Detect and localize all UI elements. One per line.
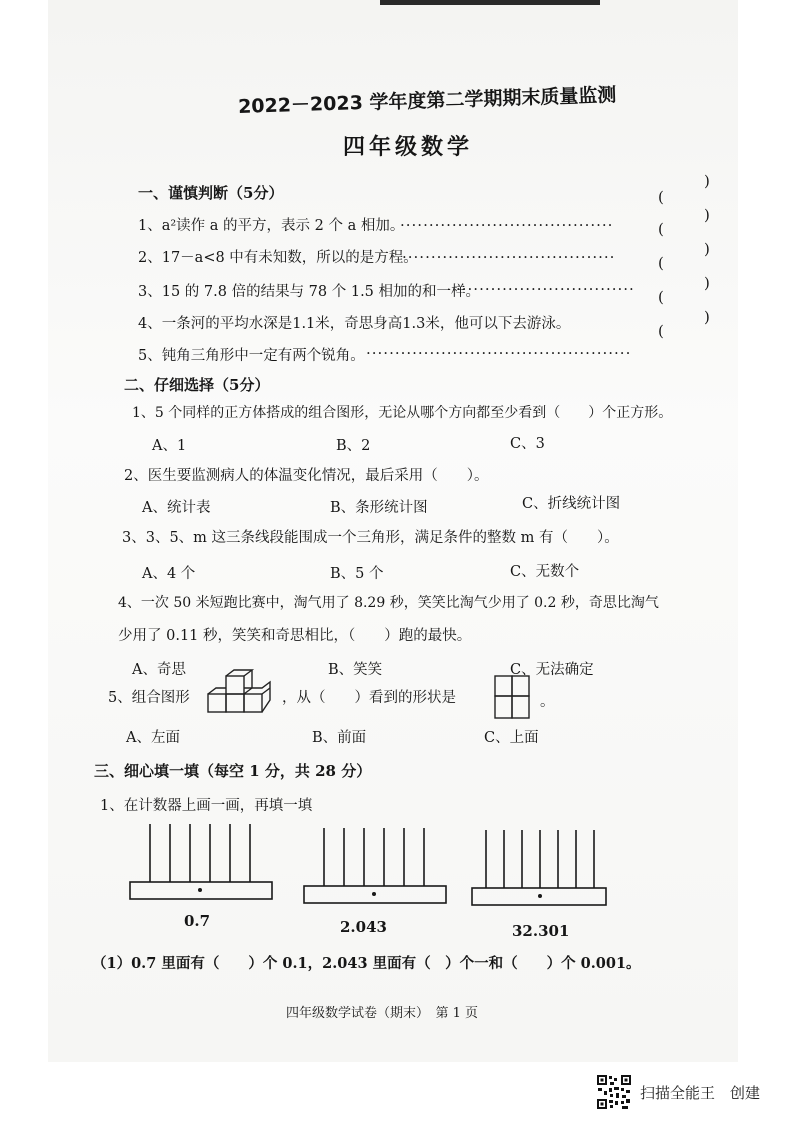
answer-paren-open-1: ( [658,188,664,206]
s2-q3-opt-a: A、4 个 [142,566,196,582]
s2-q3: 3、3、5、m 这三条线段能围成一个三角形，满足条件的整数 m 有（ ）。 [122,530,619,546]
exam-title: 2022－2023 学年度第二学期期末质量监测 [237,84,617,118]
s2-q5-opt-b: B、前面 [312,730,367,746]
dot-leader: ............................... [456,276,635,294]
s1-item-5: 5、钝角三角形中一定有两个锐角。 [138,348,365,364]
answer-paren-close-2: ) [704,206,710,224]
s2-q5-prefix: 5、组合图形 [108,690,190,706]
scanner-watermark-label: 扫描全能王 创建 [640,1084,761,1102]
s2-q2-opt-a: A、统计表 [142,500,211,516]
scan-edge-bar [380,0,600,5]
dot-leader: ..................................... [402,244,616,262]
s1-item-4: 4、一条河的平均水深是1.1米，奇思身高1.3米，他可以下去游泳。 [138,316,571,332]
answer-paren-open-5: ( [658,322,664,340]
s2-q1: 1、5 个同样的正方体搭成的组合图形，无论从哪个方向都至少看到（ ）个正方形。 [132,405,673,421]
s2-q5-opt-c: C、上面 [484,730,539,746]
view-shape-figure [494,674,530,720]
exam-subject: 四年级数学 [343,135,474,160]
s2-q5-mid: ，从（ ）看到的形状是 [282,690,456,706]
abacus-3-label: 32.301 [512,922,570,940]
dot-leader: ..................................... [400,212,614,230]
s2-q4-line2: 少用了 0.11 秒，笑笑和奇思相比，（ ）跑的最快。 [118,628,472,644]
s2-q1-opt-a: A、1 [152,438,187,454]
s2-q4-opt-a: A、奇思 [132,662,186,678]
s2-q2-opt-b: B、条形统计图 [330,500,428,516]
s2-q4-opt-b: B、笑笑 [328,662,383,678]
answer-paren-close-4: ) [704,274,710,292]
s2-q3-opt-c: C、无数个 [510,564,580,580]
s1-item-2: 2、17－a<8 中有未知数，所以的是方程。 [138,250,418,266]
s1-item-1: 1、a²读作 a 的平方，表示 2 个 a 相加。 [138,218,405,234]
section1-heading: 一、谨慎判断（5分） [138,184,284,202]
abacus-1 [128,820,278,902]
abacus-2 [302,824,452,906]
answer-paren-close-5: ) [704,308,710,326]
abacus-1-label: 0.7 [184,912,211,930]
abacus-2-label: 2.043 [340,918,387,936]
answer-paren-close-1: ) [704,172,710,190]
s2-q4-line1: 4、一次 50 米短跑比赛中，淘气用了 8.29 秒，笑笑比淘气少用了 0.2 秒，奇思比淘气 [118,595,659,611]
answer-paren-close-3: ) [704,240,710,258]
s2-q4-opt-c: C、无法确定 [510,662,594,678]
answer-paren-open-2: ( [658,220,664,238]
s2-q5-suffix: 。 [540,694,555,710]
section3-heading: 三、细心填一填（每空 1 分，共 28 分） [94,762,372,780]
s1-item-3: 3、15 的 7.8 倍的结果与 78 个 1.5 相加的和一样。 [138,284,481,300]
section2-heading: 二、仔细选择（5分） [124,376,270,394]
s2-q1-opt-b: B、2 [336,438,371,454]
s2-q1-opt-c: C、3 [510,436,545,452]
qr-code-icon [596,1074,632,1110]
dot-leader: .............................................. [366,340,632,358]
s2-q2-opt-c: C、折线统计图 [522,496,621,512]
answer-paren-open-3: ( [658,254,664,272]
page-footer: 四年级数学试卷（期末） 第 1 页 [286,1006,479,1021]
cube-composite-figure [206,668,274,714]
s2-q2: 2、医生要监测病人的体温变化情况，最后采用（ ）。 [124,468,489,484]
answer-paren-open-4: ( [658,288,664,306]
s3-fill-1: （1）0.7 里面有（ ）个 0.1，2.043 里面有（ ）个一和（ ）个 0.001。 [92,955,641,972]
s3-q1: 1、在计数器上画一画，再填一填 [100,798,313,814]
s2-q5-opt-a: A、左面 [126,730,180,746]
abacus-3 [470,826,620,908]
s2-q3-opt-b: B、5 个 [330,566,384,582]
